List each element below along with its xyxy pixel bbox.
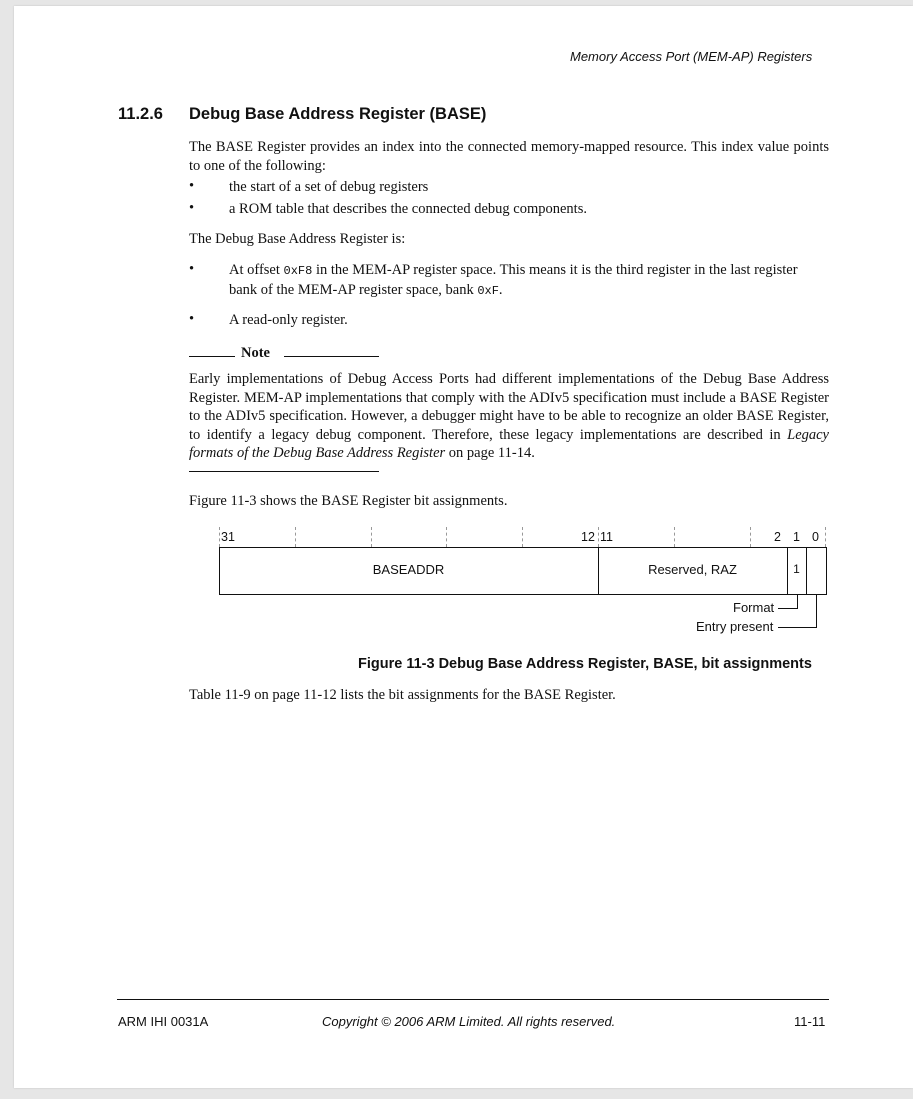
bit-2-label: 2 [774,530,781,544]
figure-caption: Figure 11-3 Debug Base Address Register, BASE, bit assignments [358,656,812,672]
bit-0-label: 0 [812,530,819,544]
bullet-mark: • [189,311,195,327]
bit-12-label: 12 [581,530,595,544]
entry-present-callout: Entry present [696,619,774,634]
bullet-mark: • [189,200,195,216]
note-rule-left [189,356,235,357]
register-is-lead: The Debug Base Address Register is: [189,231,406,247]
note-text: Early implementations of Debug Access Ports had different implementations of the Debug Base Address Register. MEM-AP implementations that comply with the ADIv5 specification must include a BASE Register to the ADIv5 specification. However, a debugger might have to be able to recognize an older BASE Register, to identify a legacy debug component. Therefore, these legacy implementations are described in Legacy formats of the Debug Base Address Register on page 11-14. [189,371,829,461]
footer-doc-id: ARM IHI 0031A [118,1014,209,1029]
footer-page-number: 11-11 [794,1014,826,1029]
bank-code: 0xF [477,283,499,298]
section-title: Debug Base Address Register (BASE) [189,105,487,123]
running-header: Memory Access Port (MEM-AP) Registers [570,49,813,64]
bullet-mark: • [189,261,195,277]
note-label: Note [241,345,270,361]
intro-bullet-2: a ROM table that describes the connected debug components. [229,201,587,217]
bullet-mark: • [189,178,195,194]
footer-copyright: Copyright © 2006 ARM Limited. All rights reserved. [322,1014,616,1029]
legacy-formats-link[interactable]: Legacy formats of the Debug Base Address Register [189,426,829,461]
figure-reference: Figure 11-3 shows the BASE Register bit assignments. [189,493,508,509]
table-reference: Table 11-9 on page 11-12 lists the bit assignments for the BASE Register. [189,687,616,703]
note-rule-bottom [189,471,379,472]
footer-rule [117,999,829,1000]
register-bullet-readonly: A read-only register. [229,312,348,328]
intro-bullet-1: the start of a set of debug registers [229,179,429,195]
intro-paragraph: The BASE Register provides an index into the connected memory-mapped resource. This index value points to one of the following: [189,139,829,174]
format-callout: Format [733,600,775,615]
bit-11-label: 11 [600,530,613,544]
offset-code: 0xF8 [283,264,313,278]
register-bullet-offset: At offset 0xF8 in the MEM-AP register space. This means it is the third register in the last register bank of the MEM-AP register space, bank 0xF. [229,262,798,298]
baseaddr-field: BASEADDR [372,562,445,577]
format-bit-value: 1 [793,562,800,576]
bit-1-label: 1 [793,530,800,544]
reserved-field: Reserved, RAZ [648,562,737,577]
note-rule-right [284,356,379,357]
bit-31-label: 31 [221,530,235,544]
section-number: 11.2.6 [118,105,163,123]
field-divider [806,547,807,594]
